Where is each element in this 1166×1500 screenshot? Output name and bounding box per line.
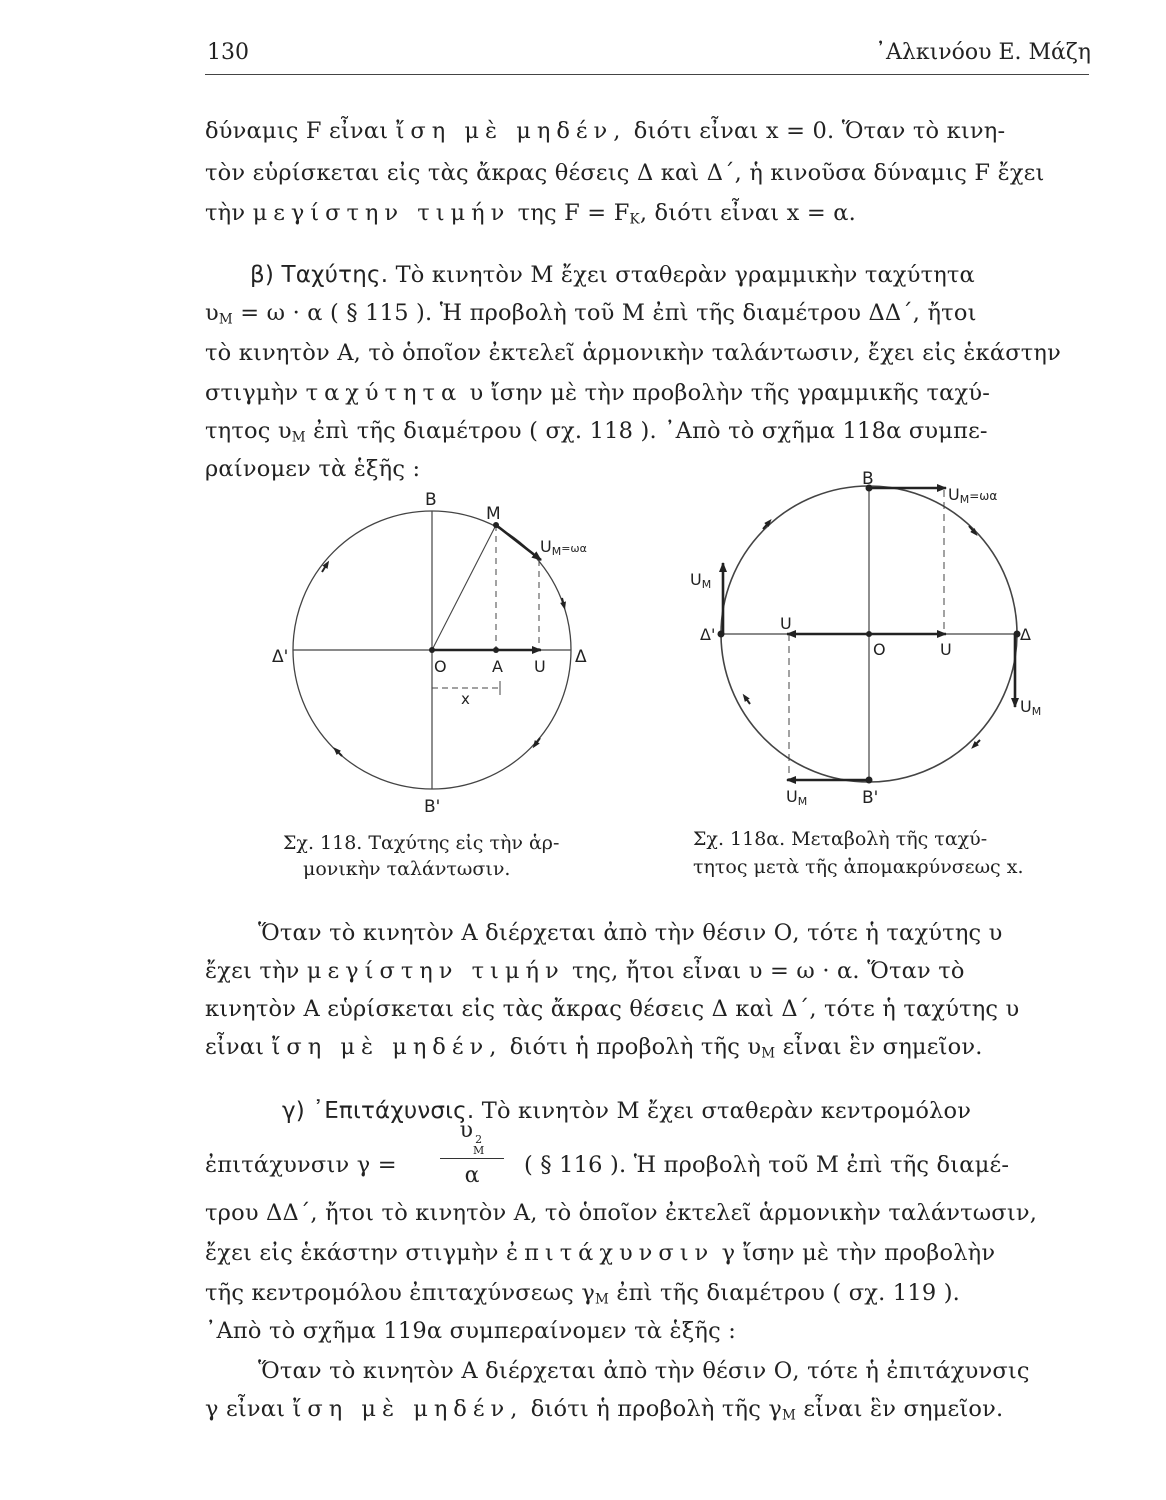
section-c-line2-start: ἐπιτάχυνσιν γ =	[205, 1152, 397, 1178]
section-c-line6: ᾽Απὸ τὸ σχῆμα 119α συμπεραίνομεν τὰ ἑξῆς :	[205, 1318, 737, 1344]
fig118-point-A	[493, 647, 499, 653]
fig118-label-M: M	[486, 504, 501, 524]
fig118a-caption-line2: τητος μετὰ τῆς ἀπομακρύνσεως x.	[693, 856, 1024, 878]
fig118-label-Dprime: Δ'	[272, 647, 289, 667]
section-c-line3: τρου ΔΔ΄, ἤτοι τὸ κινητὸν Α, τὸ ὁποῖον ἐκτελεῖ ἁρμονικὴν ταλάντωσιν,	[205, 1200, 1038, 1226]
figure-118	[272, 490, 587, 817]
section-c-line2-end: ( § 116 ). Ἡ προβολὴ τοῦ Μ ἐπὶ τῆς διαμέ-	[524, 1152, 1010, 1178]
figures-svg	[0, 470, 1166, 830]
running-head: ᾽Αλκινόου Ε. Μάζη	[875, 40, 1091, 65]
section-c-line1: γ) ᾽Επιτάχυνσις. Τὸ κινητὸν Μ ἔχει σταθερὰν κεντρομόλον	[282, 1098, 972, 1124]
figure-118a	[690, 470, 1041, 808]
page-number: 130	[207, 40, 249, 65]
fig118a-label-B: B	[862, 470, 874, 489]
fig118-label-A: A	[492, 657, 503, 676]
section-c-line5: τῆς κεντρομόλου ἐπιταχύνσεως $\gamma_M$ ἐπὶ τῆς διαμέτρου ( σχ. 119 ).	[205, 1280, 961, 1308]
fig118a-label-bottom-velocity: UM	[786, 787, 808, 808]
fig118a-label-left-velocity: UM	[690, 570, 712, 591]
section-b-line1: β) Ταχύτης. Τὸ κινητὸν Μ ἔχει σταθερὰν γραμμικὴν ταχύτητα	[250, 262, 975, 288]
para1-line2: τὸν εὑρίσκεται εἰς τὰς ἄκρας θέσεις Δ καὶ Δ΄, ἡ κινοῦσα δύναμις F ἔχει	[205, 160, 1045, 186]
para3-line1: Ὅταν τὸ κινητὸν Α διέρχεται ἀπὸ τὴν θέσιν Ο, τότε ἡ ἐπιτάχυνσις	[258, 1358, 1030, 1384]
section-b-line5: τητος $\upsilon_M$ ἐπὶ τῆς διαμέτρου ( σχ. 118 ). ᾽Απὸ τὸ σχῆμα 118α συμπε-	[205, 418, 988, 446]
fig118-caption-line2: μονικὴν ταλάντωσιν.	[303, 858, 511, 880]
fig118a-label-O: O	[873, 640, 886, 659]
para2-line4: εἶναι ἴση μὲ μηδέν, διότι ἡ προβολὴ τῆς $\upsilon_M$ εἶναι ἓν σημεῖον.	[205, 1034, 983, 1062]
fig118a-label-Bprime: B'	[862, 788, 879, 808]
header-rule	[205, 74, 1089, 75]
fig118-label-x: x	[461, 690, 470, 708]
fig118a-label-U-right: U	[940, 640, 952, 659]
para3-line2: γ εἶναι ἴση μὲ μηδέν, διότι ἡ προβολὴ τῆς $\gamma_M$ εἶναι ἓν σημεῖον.	[205, 1396, 1004, 1424]
fig118a-label-Dprime: Δ'	[700, 625, 716, 644]
para2-line3: κινητὸν Α εὑρίσκεται εἰς τὰς ἄκρας θέσεις Δ καὶ Δ΄, τότε ἡ ταχύτης υ	[205, 996, 1020, 1022]
fig118a-label-right-velocity: UM	[1020, 697, 1042, 718]
fig118-label-U: U	[534, 657, 546, 676]
fig118-caption-line1: Σχ. 118. Ταχύτης εἰς τὴν ἁρ-	[283, 832, 560, 854]
fig118a-label-D: Δ	[1020, 625, 1031, 644]
para1-line3: τὴν μεγίστην τιμήν της $F = F_K$, διότι εἶναι x = α.	[205, 200, 856, 228]
fig118-label-O: O	[434, 657, 447, 676]
section-b-line3: τὸ κινητὸν Α, τὸ ὁποῖον ἐκτελεῖ ἁρμονικὴν ταλάντωσιν, ἔχει εἰς ἑκάστην	[205, 340, 1061, 366]
fig118-radius-OM	[432, 525, 496, 650]
fig118-point-O	[429, 647, 435, 653]
section-b-marker: β) Ταχύτης.	[250, 262, 389, 288]
para2-line2: ἔχει τὴν μεγίστην τιμήν της, ἤτοι εἶναι υ = ω · α. Ὅταν τὸ	[205, 958, 965, 984]
fig118-label-D: Δ	[575, 647, 587, 667]
section-c-fraction: υ 2 M α	[440, 1118, 504, 1188]
fig118-label-Bprime: B'	[424, 797, 441, 817]
section-b-line4: στιγμὴν ταχύτητα υ ἴσην μὲ τὴν προβολὴν τῆς γραμμικῆς ταχύ-	[205, 380, 990, 406]
section-c-marker: γ) ᾽Επιτάχυνσις.	[282, 1098, 475, 1124]
fig118-label-velocity: UM=ωα	[540, 537, 587, 558]
section-c-line4: ἔχει εἰς ἑκάστην στιγμὴν ἐπιτάχυνσιν γ ἴσην μὲ τὴν προβολὴν	[205, 1240, 996, 1266]
fig118-label-B: B	[425, 490, 437, 510]
section-b-line2: $\upsilon_M = \omega \cdot \alpha$ ( § 115 ). Ἡ προβολὴ τοῦ Μ ἐπὶ τῆς διαμέτρου ΔΔ΄, ἤτοι	[205, 300, 977, 328]
fig118a-label-U-left: U	[780, 614, 792, 633]
section-b-line6: ραίνομεν τὰ ἑξῆς :	[205, 456, 421, 482]
fig118-velocity-vector	[496, 525, 541, 560]
para2-line1: Ὅταν τὸ κινητὸν Α διέρχεται ἀπὸ τὴν θέσιν Ο, τότε ἡ ταχύτης υ	[258, 920, 1003, 946]
fig118a-label-top-velocity: UM=ωα	[948, 485, 998, 506]
fig118a-caption-line1: Σχ. 118α. Μεταβολὴ τῆς ταχύ-	[693, 828, 988, 850]
para1-line1: δύναμις F εἶναι ἴση μὲ μηδέν, διότι εἶναι x = 0. Ὅταν τὸ κινη-	[205, 118, 1006, 144]
